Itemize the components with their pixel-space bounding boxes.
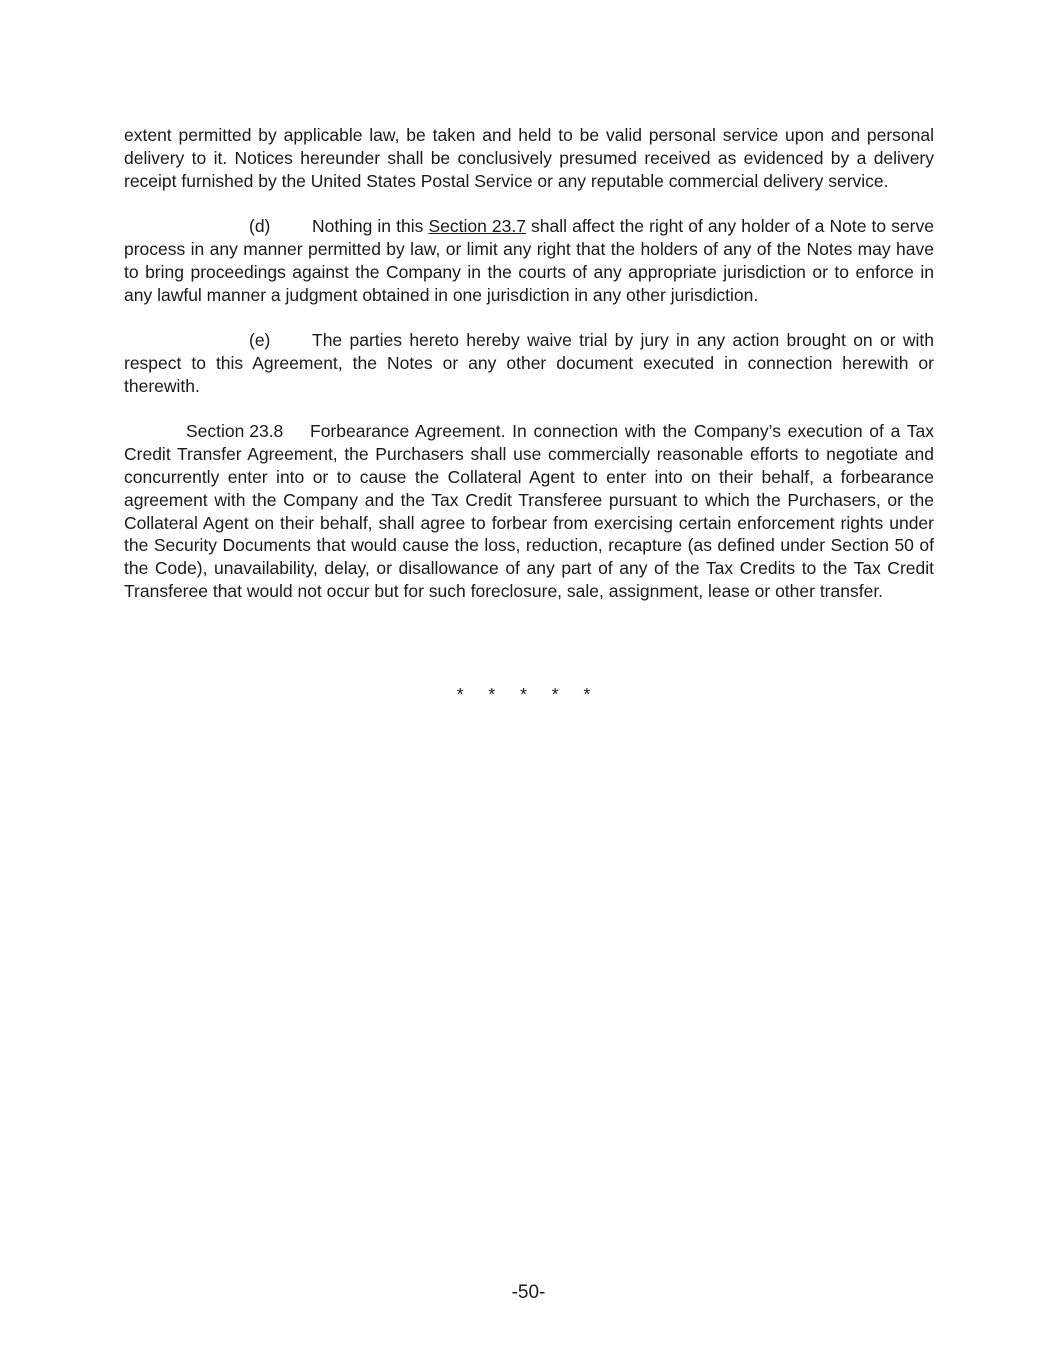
paragraph-e-text: The parties hereto hereby waive trial by jury in any action brought on or with respect to this Agreement, the Notes or any other document executed in connection herewith or therewith. xyxy=(124,330,934,396)
page-number: -50- xyxy=(511,1282,546,1303)
paragraph-d-label: (d) xyxy=(249,216,271,237)
paragraph-d-text-before: Nothing in this xyxy=(312,216,429,237)
paragraph-d xyxy=(124,215,934,306)
document-body xyxy=(124,124,934,626)
paragraph-e-label: (e) xyxy=(249,330,271,351)
paragraph-e xyxy=(124,329,934,397)
section-23-8 xyxy=(124,420,934,602)
section-heading: Forbearance Agreement. xyxy=(310,421,506,442)
section-number: Section 23.8 xyxy=(186,421,284,442)
section-23-8-text: In connection with the Company’s execution of a Tax Credit Transfer Agreement, the Purchasers shall use commercially reasonable efforts to negotiate and concurrently enter into or to cause the Collateral Agent to enter into on their behalf, a forbearance agreement with the Company and the Tax Credit Transferee pursuant to which the Purchasers, or the Collateral Agent on their behalf, shall agree to forbear from exercising certain enforcement rights under the Security Documents that would cause the loss, reduction, recapture (as defined under Section 50 of the Code), unavailability, delay, or disallowance of any part of any of the Tax Credits to the Tax Credit Transferee that would not occur but for such foreclosure, sale, assignment, lease or other transfer. xyxy=(124,421,934,601)
paragraph-continuation-text: extent permitted by applicable law, be taken and held to be valid personal service upon and personal delivery to it. Notices hereunder shall be conclusively presumed received as evidenced by a delivery receipt furnished by the United States Postal Service or any reputable commercial delivery service. xyxy=(124,125,934,191)
section-reference-link: Section 23.7 xyxy=(428,216,526,237)
end-marker: * * * * * xyxy=(456,684,601,704)
paragraph-continuation xyxy=(124,124,934,192)
paragraph-d-text-after: shall affect the right of any holder of a Note to serve process in any manner permitted by law, or limit any right that the holders of any of the Notes may have to bring proceedings against the Company in the courts of any appropriate jurisdiction or to enforce in any lawful manner a judgment obtained in one jurisdiction in any other jurisdiction. xyxy=(124,216,934,305)
